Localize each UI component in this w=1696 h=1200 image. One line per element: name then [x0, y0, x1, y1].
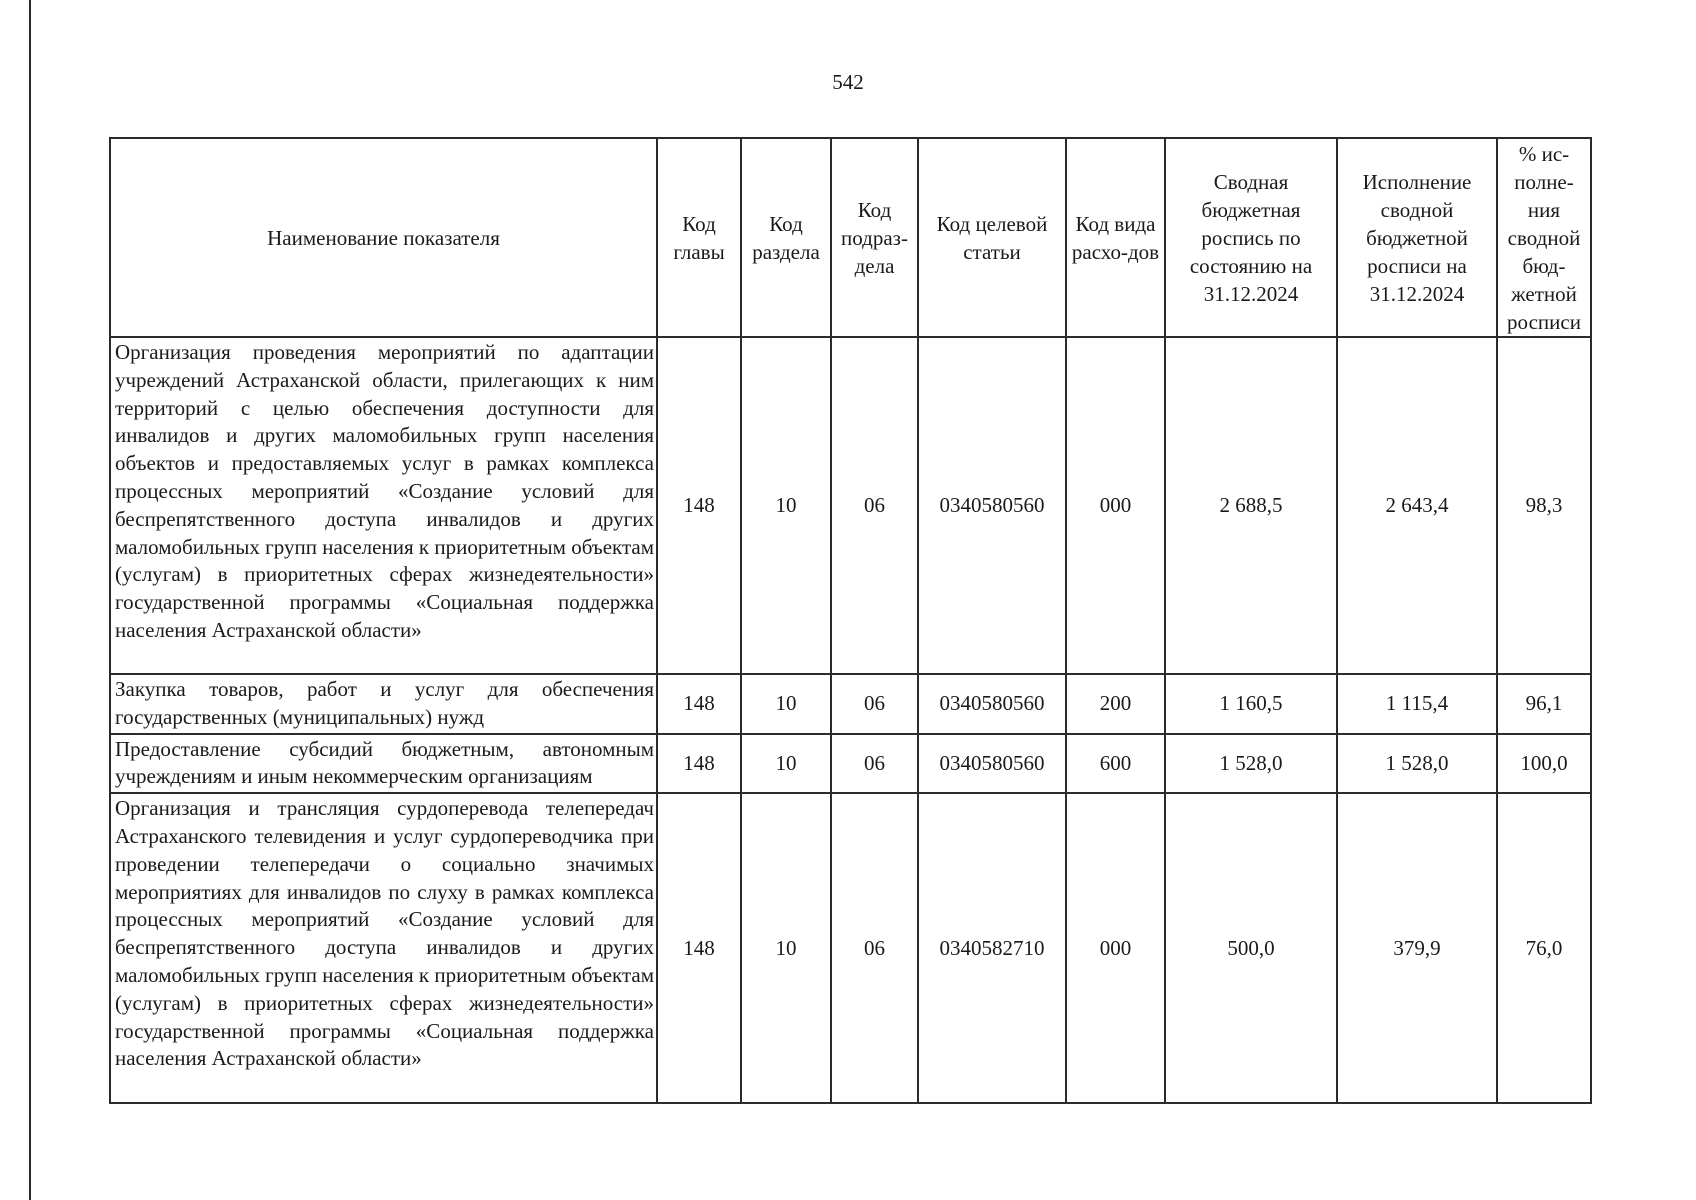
row-section-code: 10	[741, 337, 831, 674]
scan-edge-line	[29, 0, 31, 1200]
row-subsection-code: 06	[831, 674, 918, 734]
row-executed-budget: 2 643,4	[1337, 337, 1497, 674]
header-planned-budget: Сводная бюджетная роспись по состоянию на 31.12.2024	[1165, 138, 1337, 337]
row-section-code: 10	[741, 734, 831, 794]
row-planned-budget: 500,0	[1165, 793, 1337, 1103]
row-execution-percent: 96,1	[1497, 674, 1591, 734]
row-chapter-code: 148	[657, 734, 741, 794]
row-executed-budget: 379,9	[1337, 793, 1497, 1103]
header-indicator-name: Наименование показателя	[110, 138, 657, 337]
budget-execution-table	[109, 137, 1592, 1104]
table-header-row	[110, 138, 1591, 337]
row-planned-budget: 2 688,5	[1165, 337, 1337, 674]
header-expense-type-code: Код вида расхо-дов	[1066, 138, 1165, 337]
table-row	[110, 337, 1591, 674]
row-target-code: 0340580560	[918, 674, 1066, 734]
row-section-code: 10	[741, 793, 831, 1103]
header-subsection-code: Код подраз-дела	[831, 138, 918, 337]
row-subsection-code: 06	[831, 337, 918, 674]
row-indicator-name: Организация и трансляция сурдоперевода телепередач Астраханского телевидения и услуг сурдопереводчика при проведении телепередачи о социально значимых мероприятиях для инвалидов по слуху в рамках комплекса процессных мероприятий «Создание условий для беспрепятственного доступа инвалидов и других маломобильных групп населения к приоритетным объектам (услугам) в приоритетных сферах жизнедеятельности» государственной программы «Социальная поддержка населения Астраханской области»	[110, 793, 657, 1103]
row-executed-budget: 1 115,4	[1337, 674, 1497, 734]
row-subsection-code: 06	[831, 734, 918, 794]
table-row	[110, 674, 1591, 734]
row-expense-type-code: 600	[1066, 734, 1165, 794]
header-chapter-code: Код главы	[657, 138, 741, 337]
row-target-code: 0340580560	[918, 337, 1066, 674]
row-execution-percent: 100,0	[1497, 734, 1591, 794]
row-target-code: 0340582710	[918, 793, 1066, 1103]
header-section-code: Код раздела	[741, 138, 831, 337]
row-target-code: 0340580560	[918, 734, 1066, 794]
row-indicator-name: Закупка товаров, работ и услуг для обеспечения государственных (муниципальных) нужд	[110, 674, 657, 734]
row-chapter-code: 148	[657, 337, 741, 674]
header-executed-budget: Исполнение сводной бюджетной росписи на 31.12.2024	[1337, 138, 1497, 337]
table-row	[110, 793, 1591, 1103]
row-expense-type-code: 000	[1066, 793, 1165, 1103]
row-execution-percent: 98,3	[1497, 337, 1591, 674]
row-executed-budget: 1 528,0	[1337, 734, 1497, 794]
row-expense-type-code: 200	[1066, 674, 1165, 734]
row-execution-percent: 76,0	[1497, 793, 1591, 1103]
row-section-code: 10	[741, 674, 831, 734]
row-planned-budget: 1 160,5	[1165, 674, 1337, 734]
row-chapter-code: 148	[657, 674, 741, 734]
row-subsection-code: 06	[831, 793, 918, 1103]
page-number: 542	[832, 70, 864, 94]
header-execution-percent: % ис-полне-ния сводной бюд-жетной росписи	[1497, 138, 1591, 337]
row-chapter-code: 148	[657, 793, 741, 1103]
row-expense-type-code: 000	[1066, 337, 1165, 674]
header-target-code: Код целевой статьи	[918, 138, 1066, 337]
row-indicator-name: Предоставление субсидий бюджетным, автономным учреждениям и иным некоммерческим организациям	[110, 734, 657, 794]
row-indicator-name: Организация проведения мероприятий по адаптации учреждений Астраханской области, прилегающих к ним территорий с целью обеспечения доступности для инвалидов и других маломобильных групп населения объектов и предоставляемых услуг в рамках комплекса процессных мероприятий «Создание условий для беспрепятственного доступа инвалидов и других маломобильных групп населения к приоритетным объектам (услугам) в приоритетных сферах жизнедеятельности» государственной программы «Социальная поддержка населения Астраханской области»	[110, 337, 657, 674]
table-row	[110, 734, 1591, 794]
row-planned-budget: 1 528,0	[1165, 734, 1337, 794]
